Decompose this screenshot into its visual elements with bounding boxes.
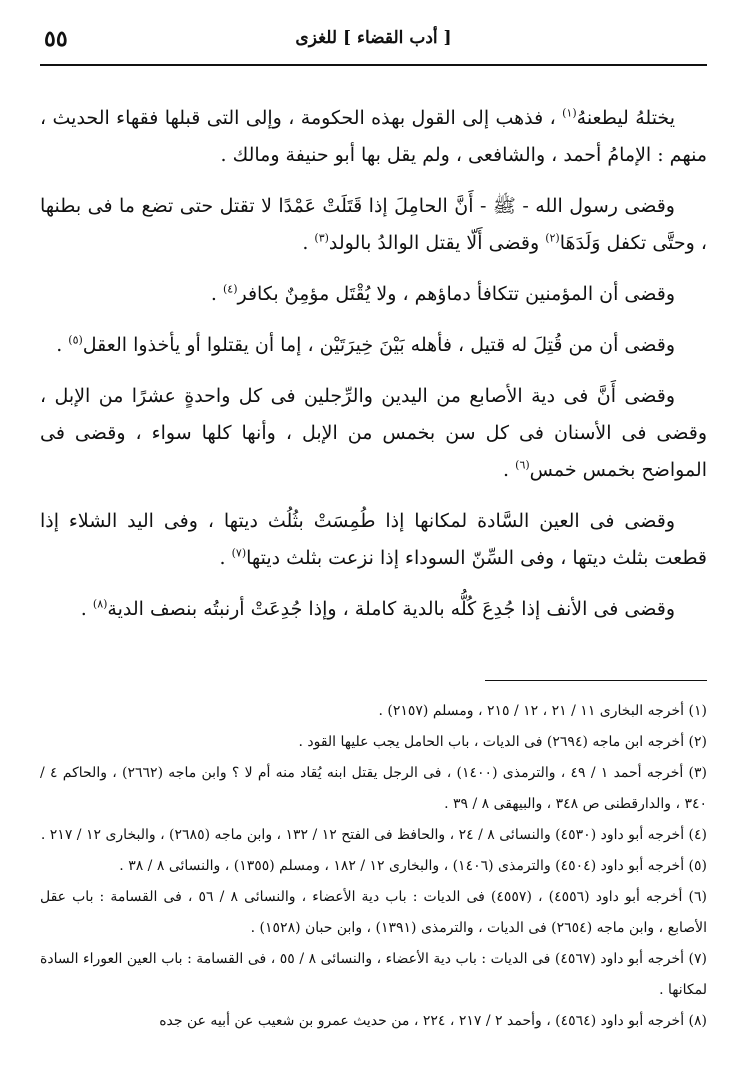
paragraph-text: وقضى فى الأنف إذا جُدِعَ كُلُّه بالدية كاملة ، وإذا جُدِعَتْ أرنبتُه بنصف الدية	[107, 598, 675, 620]
footnote-ref: (٣)	[314, 231, 329, 245]
footnote-divider	[485, 680, 707, 681]
paragraph-text: وقضى أن من قُتِلَ له قتيل ، فأهله بَيْنَ خِيرَتَيْن ، إما أن يقتلوا أو يأخذوا العقل	[82, 334, 675, 356]
footnote: (٤) أخرجه أبو داود (٤٥٣٠) والنسائى ٨ / ٢٤ ، والحافظ فى الفتح ١٢ / ١٣٢ ، وابن ماجه (٢٦٨٥) ، والبخارى ١٢ / ٢١٧ .	[40, 827, 707, 843]
paragraph-text: وقضى رسول الله - ﷺ - أَنَّ الحامِلَ إذا قَتَلَتْ عَمْدًا لا تقتل حتى تضع ما فى بطنها ، وحتَّى تكفل وَلَدَهَا	[40, 195, 707, 254]
paragraph	[40, 276, 707, 313]
footnote-ref: (٦)	[515, 458, 530, 472]
paragraph	[40, 503, 707, 577]
paragraph	[40, 100, 707, 174]
footnote-ref: (١)	[562, 106, 577, 120]
footnote: (٦) أخرجه أبو داود (٤٥٥٦) ، (٤٥٥٧) فى الديات : باب دية الأعضاء ، والنسائى ٨ / ٥٦ ، فى القسامة : باب عقل الأصابع ، وابن ماجه (٢٦٥٤) فى الديات ، والترمذى (١٣٩١) ، وابن حبان (١٥٢٨) .	[40, 889, 708, 936]
footnote-ref: (٤)	[222, 282, 238, 296]
paragraph	[40, 188, 707, 262]
header-divider	[40, 64, 707, 66]
page-number: ٥٥	[44, 26, 68, 52]
paragraph	[40, 327, 707, 364]
main-text	[40, 100, 707, 642]
paragraph	[40, 591, 707, 628]
paragraph-text: يختلهُ ليطعنهُ	[576, 107, 675, 129]
footnote: (١) أخرجه البخارى ١١ / ٢١ ، ١٢ / ٢١٥ ، ومسلم (٢١٥٧) .	[378, 703, 707, 719]
footnote: (٨) أخرجه أبو داود (٤٥٦٤) ، وأحمد ٢ / ٢١٧ ، ٢٢٤ ، من حديث عمرو بن شعيب عن أبيه عن جده	[159, 1013, 707, 1029]
paragraph-text: وقضى أن المؤمنين تتكافأ دماؤهم ، ولا يُقْتَل مؤمِنٌ بكافر	[237, 283, 675, 305]
running-title: [ أدب القضاء ] للغزى	[295, 28, 452, 48]
paragraph-text: وقضى فى العين السَّادة لمكانها إذا طُمِسَتْ بثُلُث ديتها ، وفى اليد الشلاء إذا قطعت بثلث ديتها ، وفى السِّنّ السوداء إذا نزعت بثلث ديتها	[40, 510, 707, 569]
footnote-ref: (٥)	[68, 333, 83, 347]
paragraph-text: وقضى أَنَّ فى دية الأصابع من اليدين والرِّجلين فى كل واحدةٍ عشرًا من الإبل ، وقضى فى الأسنان فى كل سن بخمس من الإبل ، وأنها كلها سواء ، وقضى فى المواضح بخمس خمس	[40, 385, 707, 481]
footnote: (٢) أخرجه ابن ماجه (٢٦٩٤) فى الديات ، باب الحامل يجب عليها القود .	[298, 734, 707, 750]
paragraph-text: .	[80, 598, 87, 620]
footnote-ref: (٨)	[92, 597, 108, 611]
paragraph-text: ، فذهب إلى القول بهذه الحكومة ، وإلى التى قبلها فقهاء الحديث ، منهم : الإمامُ أحمد ، والشافعى ، ولم يقل بها أبو حنيفة ومالك .	[40, 107, 707, 166]
paragraph-text: .	[56, 334, 63, 356]
paragraph-text: وقضى أَلّا يقتل الوالدُ بالولد	[328, 232, 540, 254]
footnote-ref: (٧)	[231, 546, 247, 560]
footnote: (٣) أخرجه أحمد ١ / ٤٩ ، والترمذى (١٤٠٠) ، فى الرجل يقتل ابنه يُقاد منه أم لا ؟ وابن ماجه (٢٦٦٢) ، والحاكم ٤ / ٣٤٠ ، والدارقطنى ص ٣٤٨ ، والبيهقى ٨ / ٣٩ .	[40, 765, 707, 812]
footnote: (٥) أخرجه أبو داود (٤٥٠٤) والترمذى (١٤٠٦) ، والبخارى ١٢ / ١٨٢ ، ومسلم (١٣٥٥) ، والنسائى ٨ / ٣٨ .	[119, 858, 707, 874]
footnotes	[40, 696, 707, 1037]
paragraph-text: .	[503, 459, 510, 481]
footnote-ref: (٢)	[545, 231, 560, 245]
footnote: (٧) أخرجه أبو داود (٤٥٦٧) فى الديات : باب دية الأعضاء ، والنسائى ٨ / ٥٥ ، فى القسامة : باب العين العوراء السادة لمكانها .	[40, 951, 707, 998]
paragraph-text: .	[219, 547, 226, 569]
paragraph-text: .	[210, 283, 217, 305]
page-header	[40, 26, 707, 56]
paragraph	[40, 378, 707, 489]
paragraph-text: .	[302, 232, 309, 254]
